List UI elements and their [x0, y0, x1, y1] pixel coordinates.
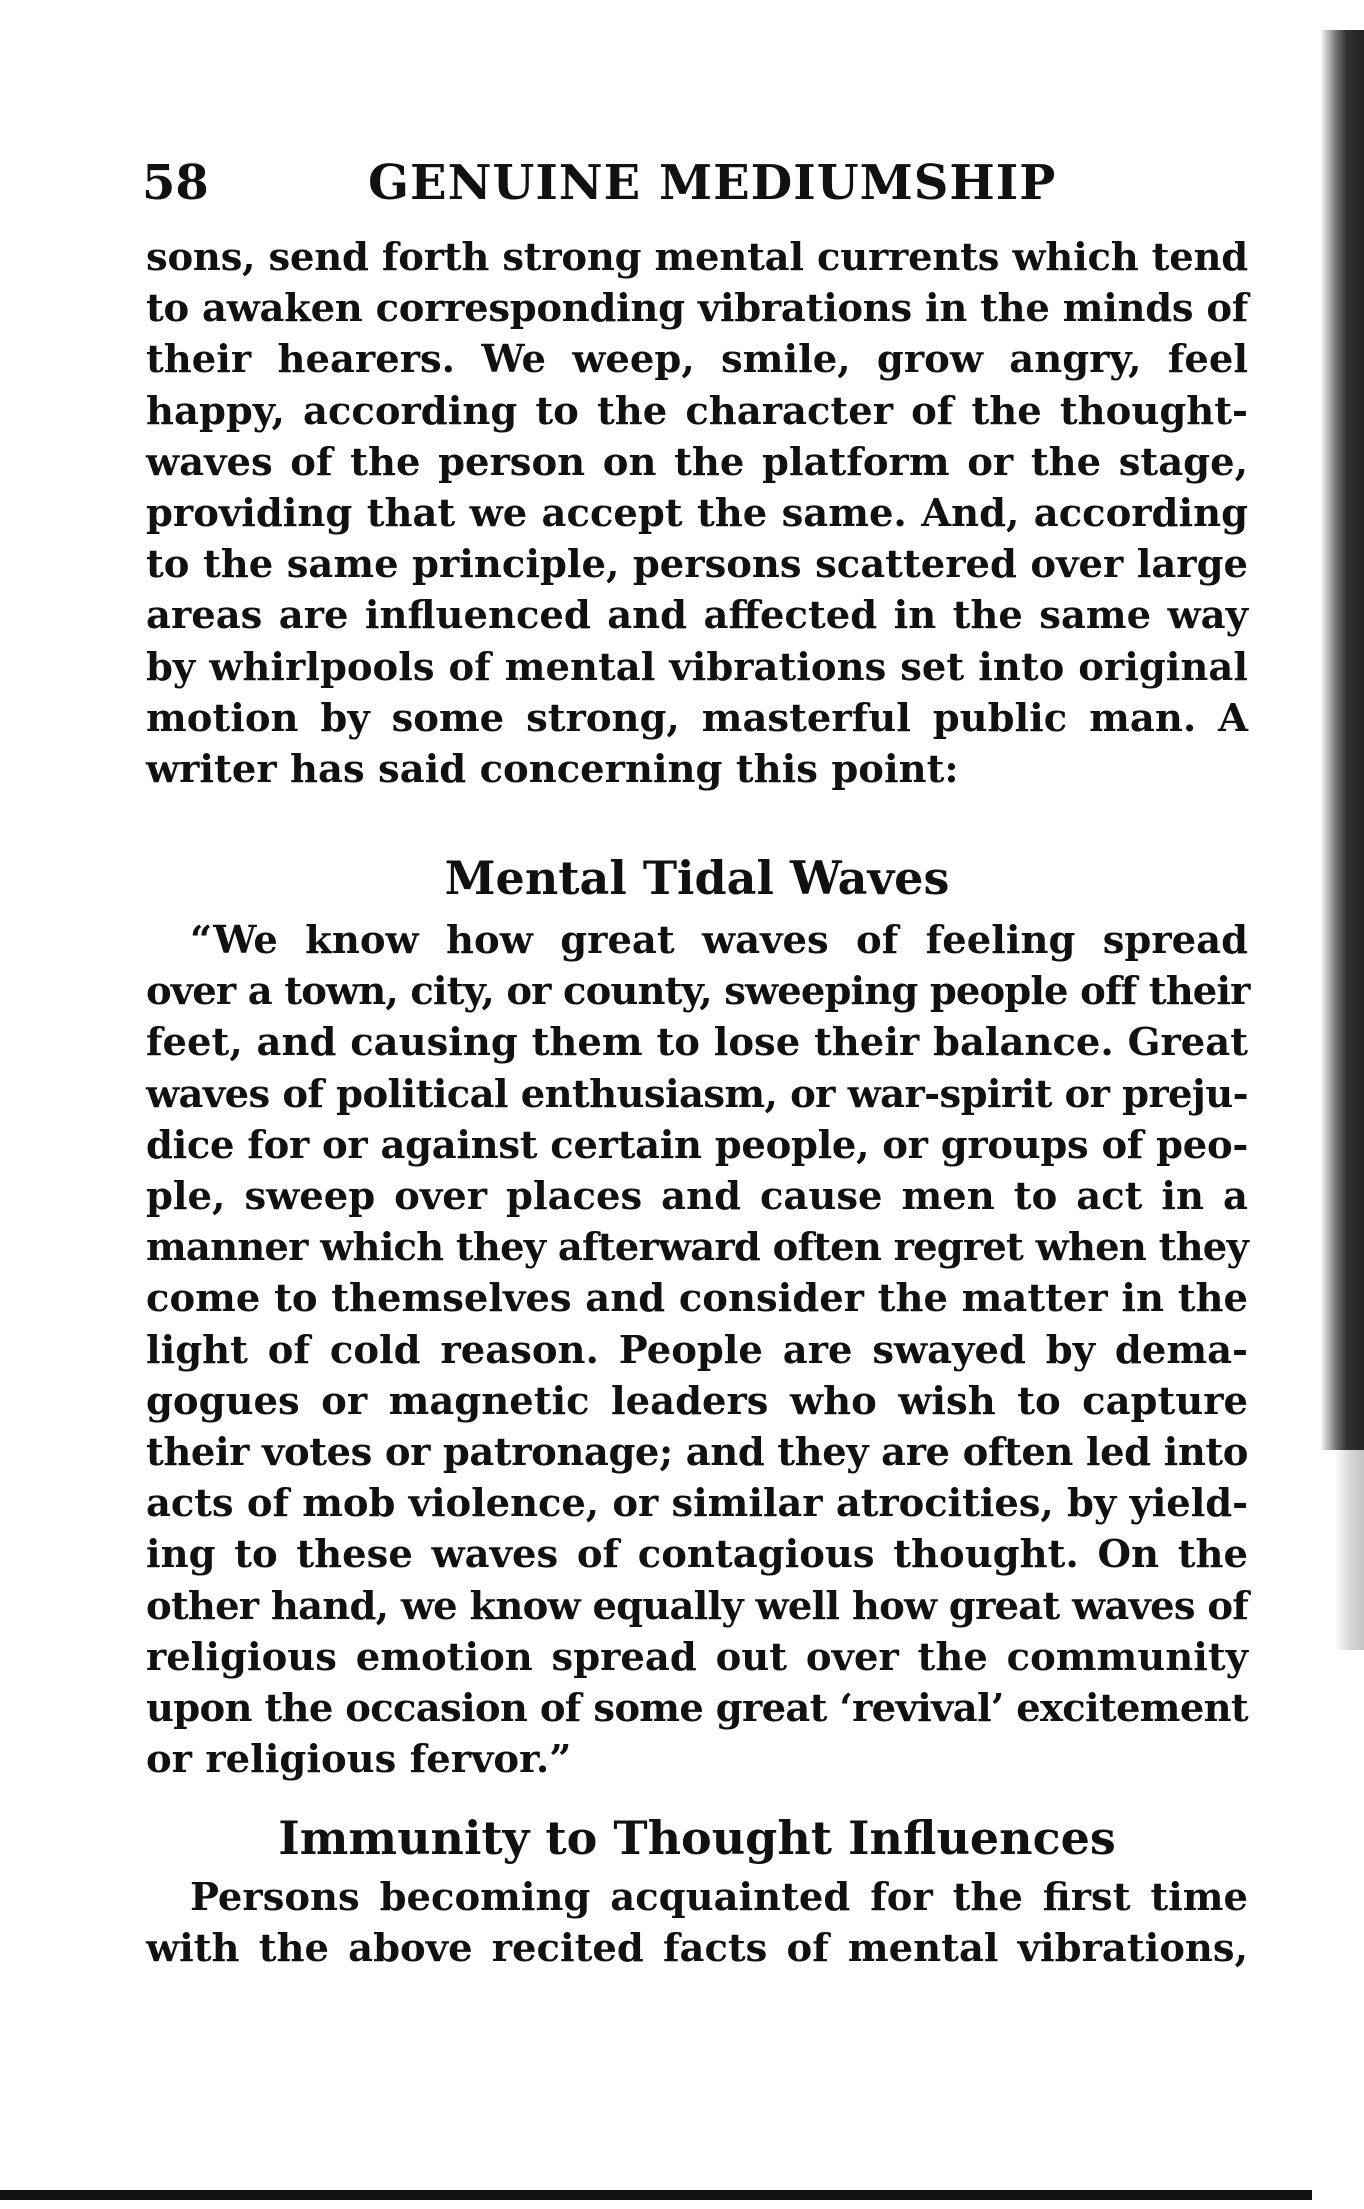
quoted-passage	[146, 915, 1248, 1785]
text-line: motion by some strong, masterful public man. A	[146, 695, 1248, 741]
text-line: waves of the person on the platform or the stage,	[146, 439, 1248, 485]
text-line: manner which they afterward often regret when they	[146, 1225, 1248, 1271]
text-line: gogues or magnetic leaders who wish to capture	[146, 1378, 1248, 1424]
text-line: over a town, city, or county, sweeping people off their	[146, 969, 1250, 1015]
page-header	[142, 148, 1242, 218]
text-line: other hand, we know equally well how great waves of	[146, 1583, 1248, 1629]
paragraph-continuation	[146, 232, 1248, 795]
text-line: or religious fervor.”	[146, 1737, 572, 1783]
text-line: acts of mob violence, or similar atrocities, by yield-	[146, 1481, 1248, 1527]
text-line: to awaken corresponding vibrations in the minds of	[146, 286, 1248, 332]
text-line: by whirlpools of mental vibrations set into original	[146, 644, 1248, 690]
text-line: “We know how great waves of feeling spread	[190, 918, 1248, 963]
text-line: Persons becoming acquainted for the first time	[190, 1875, 1248, 1920]
text-line: dice for or against certain people, or groups of peo-	[146, 1122, 1248, 1168]
text-line: light of cold reason. People are swayed by dema-	[146, 1327, 1248, 1373]
text-line: waves of political enthusiasm, or war-spirit or preju-	[146, 1071, 1248, 1117]
text-line: feet, and causing them to lose their balance. Great	[146, 1020, 1248, 1066]
text-line: to the same principle, persons scattered over large	[146, 542, 1248, 588]
page-binding-shadow-lower	[1334, 1450, 1364, 1650]
text-line: their hearers. We weep, smile, grow angry, feel	[146, 337, 1248, 383]
paragraph-new-section	[146, 1872, 1248, 1974]
text-line: ple, sweep over places and cause men to act in a	[146, 1174, 1248, 1220]
text-line: come to themselves and consider the matter in the	[146, 1276, 1248, 1322]
page-binding-shadow	[1320, 30, 1364, 1450]
text-line: writer has said concerning this point:	[146, 747, 959, 793]
text-line: happy, according to the character of the thought-	[146, 388, 1248, 434]
bottom-rule	[0, 2190, 1312, 2200]
section-heading-immunity: Immunity to Thought Influences	[278, 1811, 1116, 1865]
section-heading-mental-tidal-waves: Mental Tidal Waves	[444, 851, 950, 905]
page-number: 58	[142, 155, 209, 211]
text-line: sons, send forth strong mental currents which tend	[146, 235, 1248, 280]
text-line: providing that we accept the same. And, according	[146, 491, 1248, 537]
text-line: areas are influenced and affected in the same way	[146, 593, 1248, 639]
running-title: GENUINE MEDIUMSHIP	[368, 155, 1057, 211]
text-line: religious emotion spread out over the community	[146, 1634, 1248, 1680]
text-line: upon the occasion of some great ‘revival’ excitement	[146, 1686, 1248, 1732]
text-line: with the above recited facts of mental vibrations,	[146, 1926, 1248, 1972]
text-line: their votes or patronage; and they are often led into	[146, 1430, 1248, 1476]
text-line: ing to these waves of contagious thought. On the	[146, 1532, 1248, 1578]
